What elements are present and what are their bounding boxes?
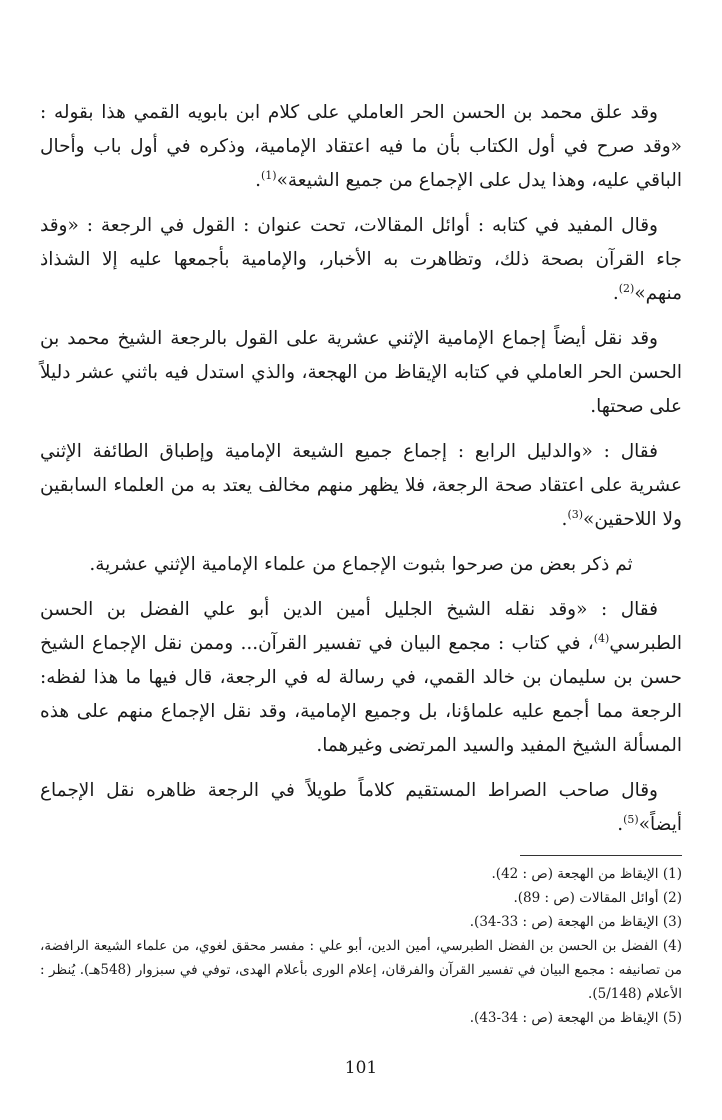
footnote-4: (4) الفضل بن الحسن بن الفضل الطبرسي، أمين الدين، أبو علي : مفسر محقق لغوي، من علماء الشيعة الرافضة، من تصانيفه : مجمع البيان في تفسير القرآن والفرقان، إعلام الورى بأعلام الهدى، توفي في سبزوار (548هـ). يُنظر : الأعلام (5/148). — [40, 938, 682, 1002]
paragraph-7: وقال صاحب الصراط المستقيم كلاماً طويلاً في الرجعة ظاهره نقل الإجماع أيضاً»$^{(5)}$. — [40, 780, 682, 835]
footnote-divider — [520, 855, 682, 856]
paragraph-2: وقال المفيد في كتابه : أوائل المقالات، تحت عنوان : القول في الرجعة : «وقد جاء القرآن بصحة ذلك، وتظاهرت به الأخبار، والإمامية بأجمعها عليه إلا الشذاذ منهم»$^{(2)}$. — [40, 215, 682, 304]
page-number: 101 — [344, 1058, 378, 1078]
footnote-ref-1: (1) — [260, 168, 277, 182]
footnote-ref-4: (4) — [593, 631, 610, 645]
footnotes — [40, 862, 682, 1030]
footnote-3: (3) الإيقاظ من الهجعة (ص : 33-34). — [469, 914, 682, 930]
footnote-2: (2) أوائل المقالات (ص : 89). — [513, 890, 682, 906]
main-text — [40, 96, 682, 853]
footnote-5: (5) الإيقاظ من الهجعة (ص : 34-43). — [469, 1010, 682, 1026]
paragraph-5: ثم ذكر بعض من صرحوا بثبوت الإجماع من علماء الإمامية الإثني عشرية. — [89, 554, 633, 575]
paragraph-3: وقد نقل أيضاً إجماع الإمامية الإثني عشرية على القول بالرجعة الشيخ محمد بن الحسن الحر العاملي في كتابه الإيقاظ من الهجعة، والذي استدل فيه باثني عشر دليلاً على صحتها. — [40, 328, 682, 417]
footnote-ref-5: (5) — [623, 812, 639, 826]
footnote-1: (1) الإيقاظ من الهجعة (ص : 42). — [491, 866, 682, 882]
footnote-ref-3: (3) — [567, 507, 584, 521]
paragraph-6: فقال : «وقد نقله الشيخ الجليل أمين الدين أبو علي الفضل بن الحسن الطبرسي$^{(4)}$، في كتاب : مجمع البيان في تفسير القرآن... وممن نقل الإجماع الشيخ حسن بن سليمان بن خالد القمي، في رسالة له في الرجعة، قال فيها ما هذا لفظه: الرجعة مما أجمع عليه علماؤنا، بل وجميع الإمامية، وقد نقل الإجماع منهم على هذه المسألة الشيخ المفيد والسيد المرتضى وغيرهما. — [40, 599, 682, 756]
paragraph-1: وقد علق محمد بن الحسن الحر العاملي على كلام ابن بابويه القمي هذا بقوله : «وقد صرح في أول الكتاب بأن ما فيه اعتقاد الإمامية، وذكره في أول باب وأحال الباقي عليه، وهذا يدل على الإجماع من جميع الشيعة»$^{(1)}$. — [40, 102, 682, 191]
footnote-ref-2: (2) — [618, 281, 635, 295]
paragraph-4: فقال : «والدليل الرابع : إجماع جميع الشيعة الإمامية وإطباق الطائفة الإثني عشرية على اعتقاد صحة الرجعة، فلا يظهر منهم مخالف يعتد به من العلماء السابقين ولا اللاحقين»$^{(3)}$. — [40, 441, 682, 530]
